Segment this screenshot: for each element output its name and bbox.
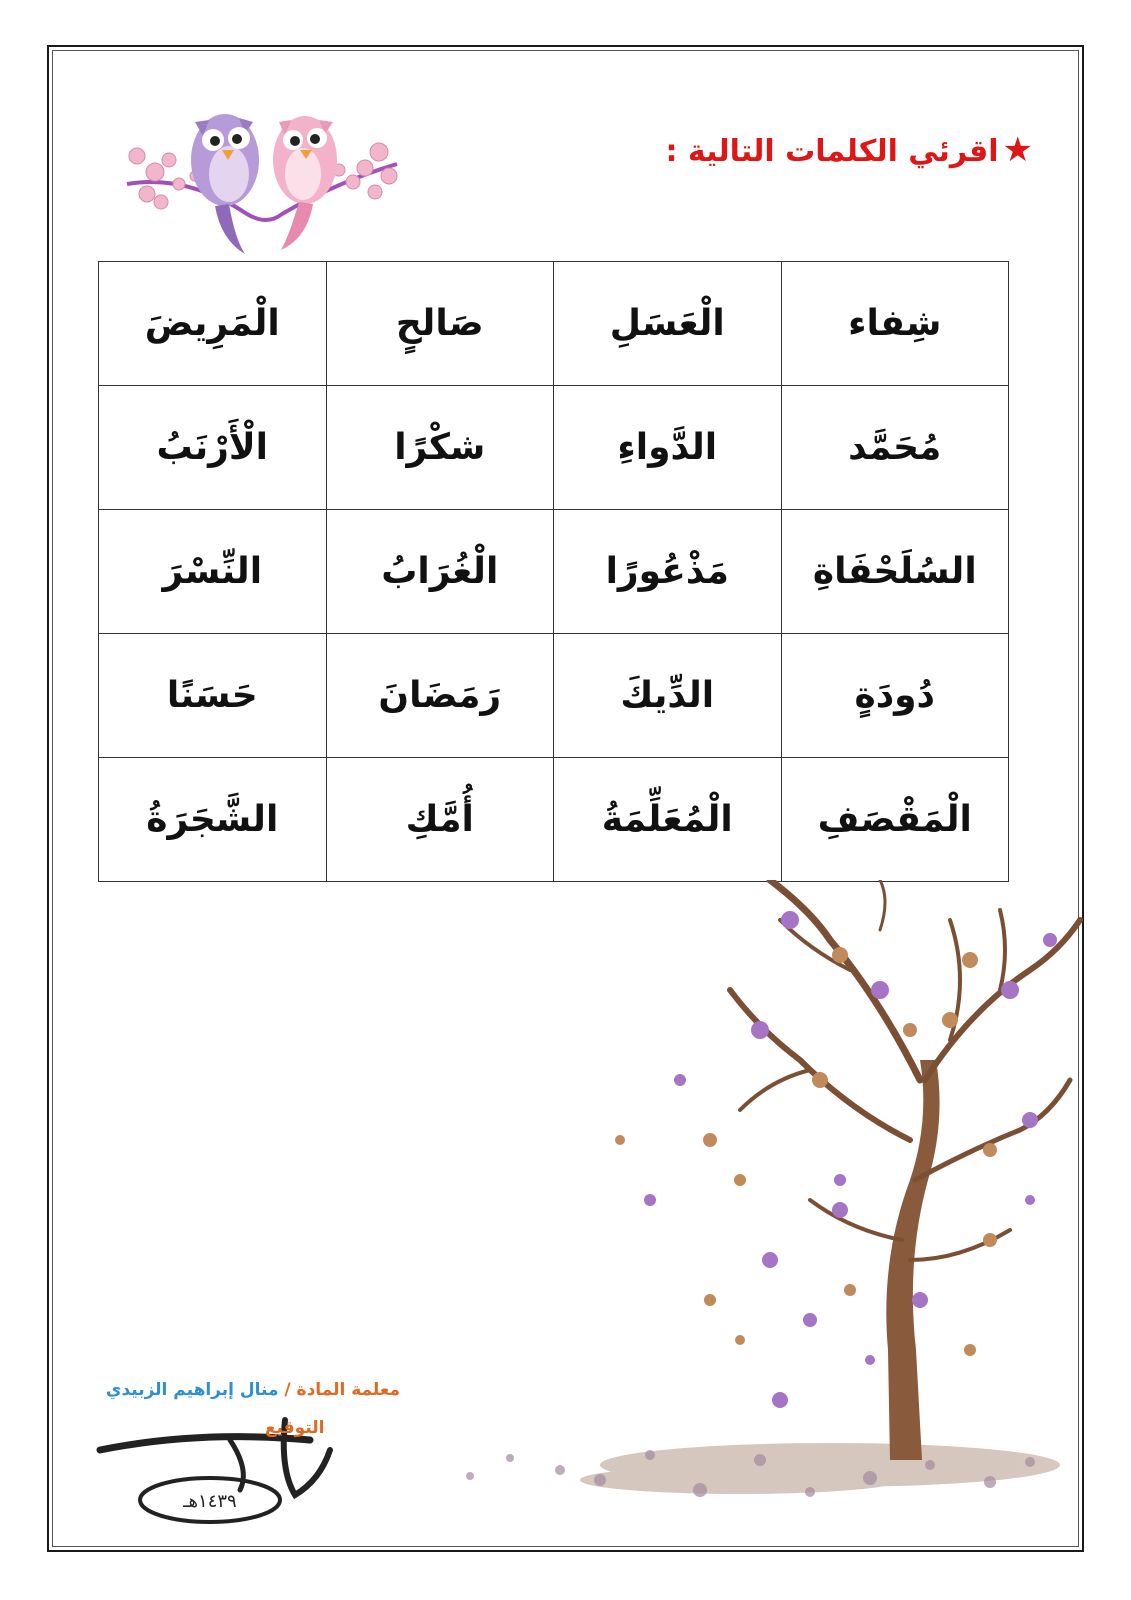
word-cell: النِّسْرَ bbox=[99, 510, 327, 634]
word-cell: الْغُرَابُ bbox=[326, 510, 554, 634]
owls-illustration bbox=[117, 64, 407, 260]
signature-label: التوقيع bbox=[265, 1418, 325, 1438]
word-cell: الْمُعَلِّمَةُ bbox=[554, 758, 782, 882]
word-cell: شكْرًا bbox=[326, 386, 554, 510]
word-cell: الْمَقْصَفِ bbox=[781, 758, 1009, 882]
table-row bbox=[99, 510, 1009, 634]
word-cell: الدِّيكَ bbox=[554, 634, 782, 758]
word-cell: الْعَسَلِ bbox=[554, 262, 782, 386]
signature-date: ١٤٣٩هـ bbox=[183, 1491, 237, 1512]
instruction-heading bbox=[665, 130, 1033, 170]
word-cell: رَمَضَانَ bbox=[326, 634, 554, 758]
table-row bbox=[99, 386, 1009, 510]
word-cell: الشَّجَرَةُ bbox=[99, 758, 327, 882]
word-cell: دُودَةٍ bbox=[781, 634, 1009, 758]
words-table bbox=[98, 261, 1009, 882]
signature-block bbox=[80, 1380, 400, 1530]
word-cell: مَذْعُورًا bbox=[554, 510, 782, 634]
signature-graphic bbox=[80, 1410, 400, 1530]
table-row bbox=[99, 262, 1009, 386]
word-cell: الْمَرِيضَ bbox=[99, 262, 327, 386]
signature-caption bbox=[80, 1380, 400, 1400]
word-cell: شِفاء bbox=[781, 262, 1009, 386]
word-cell: حَسَنًا bbox=[99, 634, 327, 758]
table-row bbox=[99, 758, 1009, 882]
tree-illustration bbox=[410, 880, 1090, 1540]
word-cell: أُمَّكِ bbox=[326, 758, 554, 882]
word-cell: صَالحٍ bbox=[326, 262, 554, 386]
word-cell: السُلَحْفَاةِ bbox=[781, 510, 1009, 634]
table-row bbox=[99, 634, 1009, 758]
star-icon: ★ bbox=[1002, 130, 1033, 170]
word-cell: الدَّواءِ bbox=[554, 386, 782, 510]
word-cell: مُحَمَّد bbox=[781, 386, 1009, 510]
signature-name: منال إبراهيم الزبيدي bbox=[105, 1380, 279, 1400]
word-cell: الْأَرْنَبُ bbox=[99, 386, 327, 510]
signature-role: معلمة المادة / bbox=[284, 1380, 400, 1400]
instruction-text: اقرئي الكلمات التالية : bbox=[665, 134, 999, 169]
